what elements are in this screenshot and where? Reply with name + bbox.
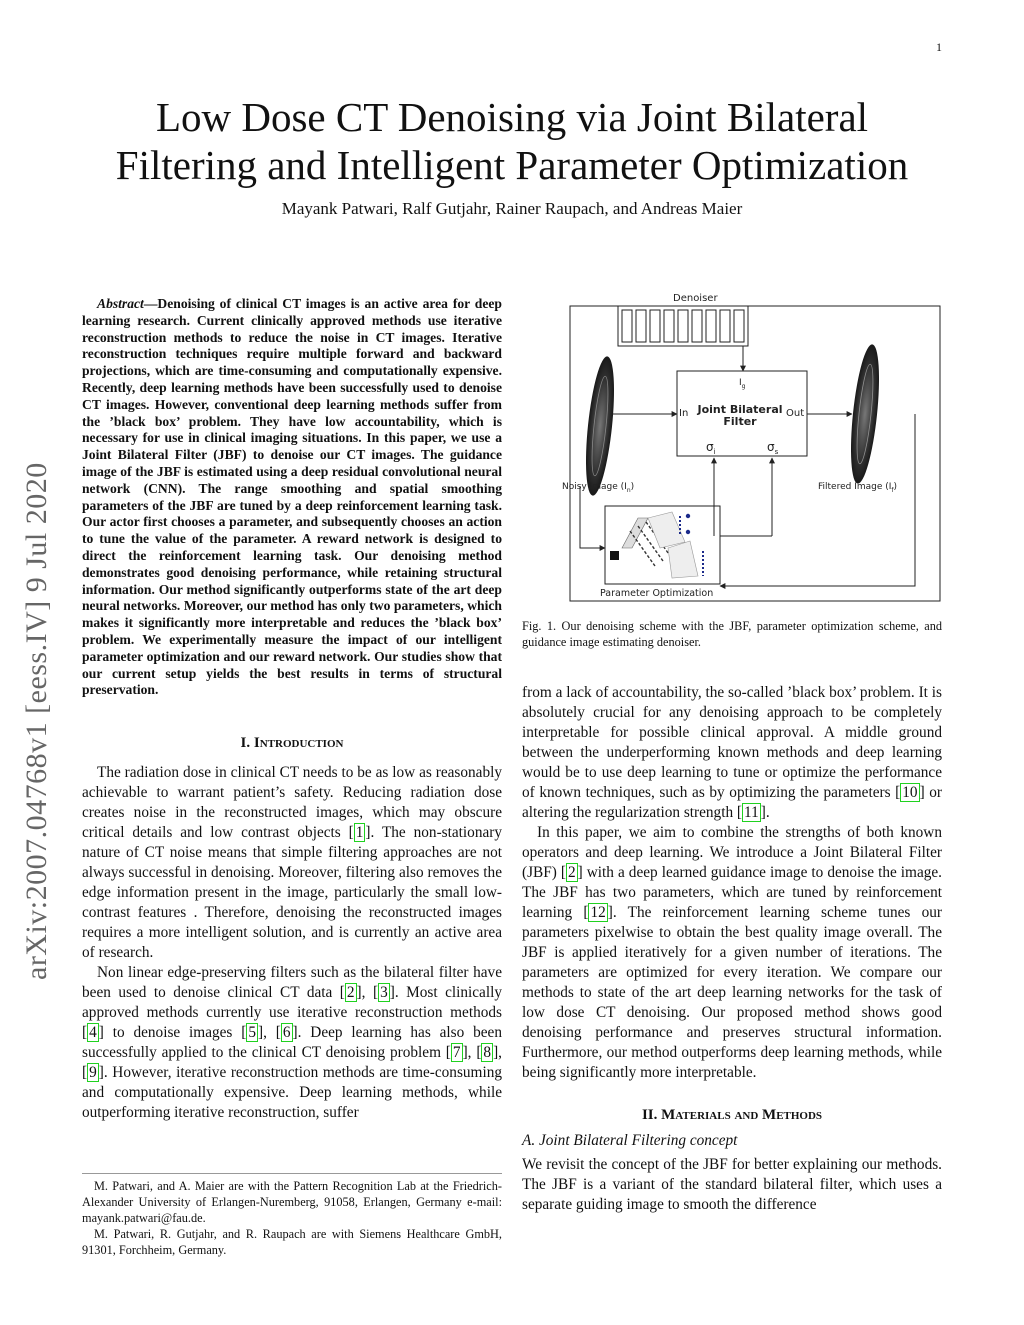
citation-link[interactable]: 8 [483, 1044, 492, 1062]
subsection-heading: A. Joint Bilateral Filtering concept [522, 1132, 738, 1149]
text-run: ], [ [257, 1024, 281, 1042]
guidance-image-symbol: $I_g$ [739, 378, 746, 390]
right-paragraph-1 [522, 683, 942, 823]
sigma-s-symbol: $\sigma_s$ [767, 440, 779, 456]
parameter-optimization-label: Parameter Optimization [600, 588, 714, 599]
citation-link[interactable]: 12 [590, 904, 606, 921]
text-run: ]. The non-stationary nature of CT noise means that simple filtering approaches are not always successful in denoising. Moreover, filtering also removes the edge information present in the image, particularly the small low-contrast features . Therefore, denoising the reconstructed images requires a more intelligent solution, and is currently an active area of research. [82, 824, 502, 962]
citation-link[interactable]: 7 [452, 1044, 461, 1062]
citation-link[interactable]: 2 [567, 864, 576, 881]
section-heading-introduction: I. Introduction [240, 735, 344, 752]
abstract-text: —Denoising of clinical CT images is an active area for deep learning research. Current clinically approved methods use iterative reconstruction methods to reduce the noise in CT images. Iterative reconstruction techniques require multiple forward and backward projections, which are time-consuming and computationally expensive. Recently, deep learning methods have been successfully used to denoise CT images. However, conventional deep learning methods suffer from the ’black box’ problem. They have low accountability, which is necessary for use in clinical imaging situations. In this paper, we use a Joint Bilateral Filter (JBF) to denoise our CT images. The guidance image of the JBF is estimated using a deep residual convolutional neural network (CNN). The range smoothing and spatial smoothing parameters of the JBF are tuned by a deep reinforcement learning task. Our actor first chooses a parameter, and subsequently chooses an action to tune the value of the parameter. A reward network is designed to direct the reinforcement learning task. Our denoising method demonstrates good denoising performance, while retaining structural information. Our method significantly outperforms state of the art deep neural networks. Moreover, our method has only two parameters, which makes it significantly more interpretable and reduces the ’black box’ problem. We experimentally measure the impact of our intelligent parameter optimization and our reward network. Our studies show that our current setup yields the best results in terms of structural preservation. [82, 296, 502, 698]
parameter-optimization-network [605, 506, 720, 584]
text-run: ]. However, iterative reconstruction methods are time-consuming and computationally expensive. Deep learning methods, while outperforming iterative reconstruction, suffer [82, 1064, 502, 1122]
text-run: ]. [760, 804, 770, 821]
jbf-title-line-2: Filter [723, 415, 757, 428]
jbf-input-label: In [679, 408, 689, 419]
denoiser-label: Denoiser [673, 293, 718, 304]
footnotes [82, 1173, 502, 1258]
footnote-2: M. Patwari, R. Gutjahr, and R. Raupach are with Siemens Healthcare GmbH, 91301, Forchheim, Germany. [82, 1227, 502, 1257]
text-run: ] with a deep learned guidance image to denoise the image. The JBF has two parameters, which are tuned by reinforcement learning [ [522, 864, 942, 921]
sigma-i-symbol: $\sigma_i$ [706, 440, 716, 456]
author-list: Mayank Patwari, Ralf Gutjahr, Rainer Raupach, and Andreas Maier [281, 199, 743, 218]
right-column [522, 683, 942, 1215]
text-run: ]. The reinforcement learning scheme tunes our parameters pixelwise to obtain the best quality image overall. The JBF is applied iteratively for a given number of iterations. The parameters are optimized for every iteration. We compare our methods to state of the art deep learning networks for the task of low dose CT denoising. Our proposed method shows good denoising performance and preserves structural information. Furthermore, our method outperforms deep learning methods, while being significantly more interpretable. [522, 904, 942, 1081]
noisy-ct-image [581, 355, 620, 497]
right-paragraph-2 [522, 823, 942, 1083]
text-run: ]. Deep learning has also been successfully applied to the clinical CT denoising problem [ [82, 1024, 502, 1062]
citation-link[interactable]: 1 [355, 824, 364, 842]
title-line-2: Filtering and Intelligent Parameter Optimization [115, 142, 909, 188]
section-heading-methods: II. Materials and Methods [641, 1107, 823, 1123]
text-run: ], [ [82, 1044, 502, 1082]
abstract-label: Abstract [97, 296, 144, 311]
citation-link[interactable]: 11 [744, 804, 759, 821]
figure-caption: Fig. 1. Our denoising scheme with the JBF, parameter optimization scheme, and guidance image estimating denoiser. [522, 619, 942, 649]
text-run: from a lack of accountability, the so-called ’black box’ problem. It is absolutely crucial for any denoising approach to be completely interpretable for possible clinical approval. A middle ground between the underperforming known methods and deep learning would be to use deep learning to tune or optimize the performance of known techniques, such as by optimizing the parameters [ [522, 684, 942, 801]
text-run: ]. Most clinically approved methods currently use iterative reconstruction methods [ [82, 984, 503, 1042]
page-number: 1 [936, 40, 942, 54]
right-paragraph-3: We revisit the concept of the JBF for better explaining our methods. The JBF is a variant of the standard bilateral filter, which uses a separate guiding image to smooth the difference [522, 1156, 942, 1213]
left-column [82, 296, 502, 1123]
footnote-1: M. Patwari, and A. Maier are with the Pattern Recognition Lab at the Friedrich-Alexander University of Erlangen-Nuremberg, 91058, Erlangen, Germany e-mail: mayank.patwari@fau.de. [82, 1179, 502, 1225]
text-run: ] to denoise images [ [98, 1024, 247, 1042]
citation-link[interactable]: 6 [282, 1024, 291, 1042]
paper-title [60, 93, 964, 189]
intro-paragraph-2 [82, 963, 502, 1123]
denoiser-network-block [618, 306, 748, 346]
citation-link[interactable]: 9 [89, 1064, 97, 1082]
title-line-1: Low Dose CT Denoising via Joint Bilateral [155, 94, 869, 140]
arxiv-identifier: arXiv:2007.04768v1 [eess.IV] 9 Jul 2020 [20, 462, 53, 980]
text-run: The radiation dose in clinical CT needs to be as low as reasonably achievable to warrant patient’s safety. Reducing radiation dose creates noise in the reconstructed images, which may obscure critical details and low contrast objects [ [82, 764, 502, 842]
denoising-scheme-figure [560, 286, 948, 606]
jbf-title-line-1: Joint Bilateral [697, 403, 783, 416]
citation-link[interactable]: 10 [902, 784, 918, 801]
abstract [82, 296, 502, 699]
text-run: Non linear edge-preserving filters such as the bilateral filter have been used to denoise clinical CT data [ [82, 964, 502, 1002]
citation-link[interactable]: 4 [89, 1024, 97, 1042]
citation-link[interactable]: 2 [346, 984, 355, 1002]
filtered-image-label: Filtered Image $(I_f)$ [818, 482, 898, 494]
text-run: ], [ [462, 1044, 482, 1062]
citation-link[interactable]: 5 [248, 1024, 256, 1042]
text-run: ], [ [356, 984, 379, 1002]
text-run: ] or altering the regularization strength [ [522, 784, 942, 821]
jbf-output-label: Out [786, 408, 805, 419]
noisy-image-label: Noisy Image $(I_n)$ [562, 482, 635, 494]
intro-paragraph-1 [82, 763, 502, 963]
text-run: In this paper, we aim to combine the strengths of both known operators and deep learning. We introduce a Joint Bilateral Filter (JBF) [ [522, 824, 942, 881]
citation-link[interactable]: 3 [380, 984, 388, 1002]
